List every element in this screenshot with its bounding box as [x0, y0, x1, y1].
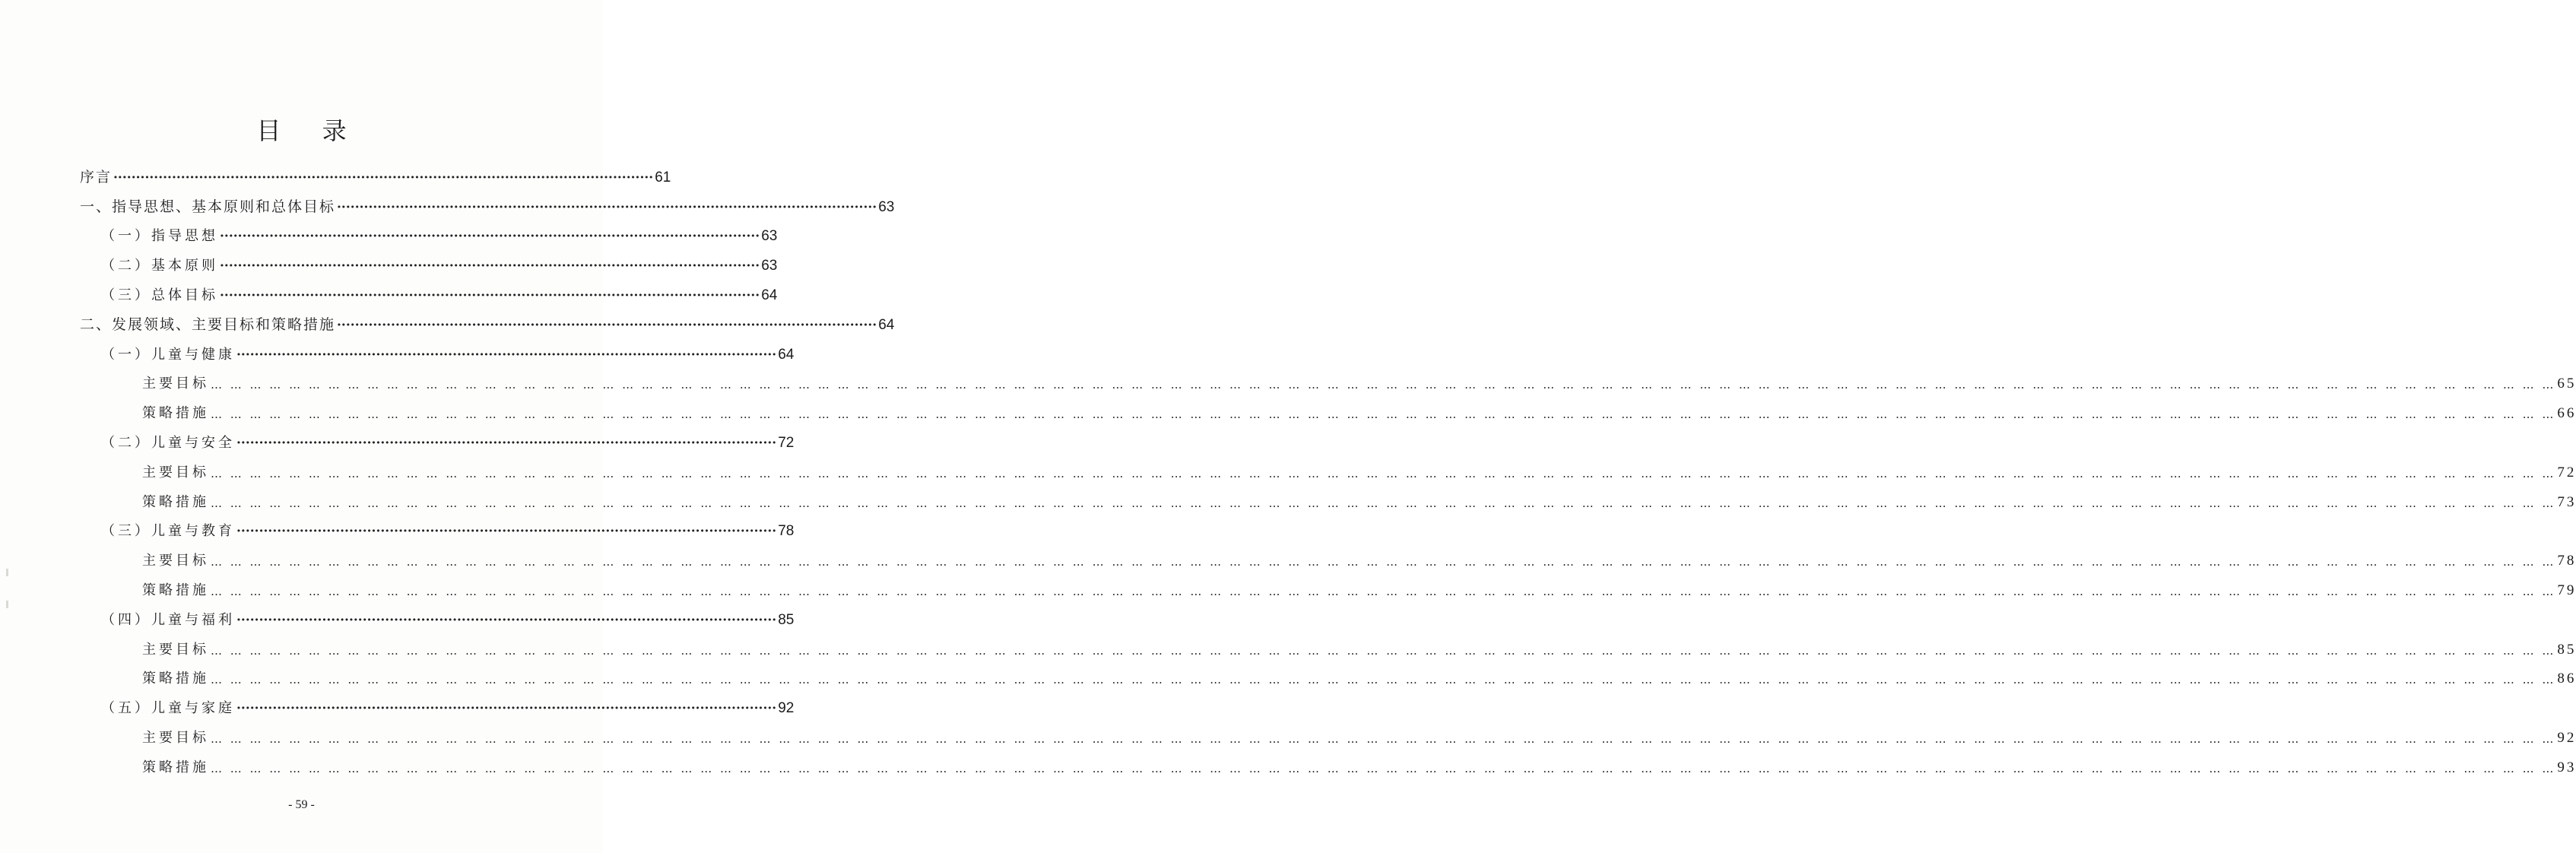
- toc-entry-label: 策略措施: [142, 671, 209, 687]
- toc-entry[interactable]: [80, 602, 795, 632]
- toc-entry-label: （二）儿童与安全: [101, 434, 235, 451]
- toc-entry-label: （三）儿童与教育: [101, 523, 235, 540]
- toc-entry-page-number: 92: [778, 700, 795, 717]
- toc-entry[interactable]: [80, 720, 2576, 750]
- toc-entry-label: 策略措施: [142, 582, 209, 598]
- toc-entry-label: 序言: [80, 168, 113, 186]
- toc-entry-page-number: 63: [761, 228, 778, 245]
- toc-entry-page-number: 64: [878, 316, 895, 333]
- toc-entry-label: （四）儿童与福利: [101, 611, 235, 628]
- toc-leader-dots: ························································································································: [236, 701, 777, 717]
- toc-entry[interactable]: [80, 425, 795, 455]
- toc-entry-page-number: 85: [778, 611, 795, 628]
- toc-entry-page-number: 65: [2557, 376, 2576, 392]
- toc-entry[interactable]: [80, 543, 2576, 572]
- toc-entry-label: 策略措施: [142, 493, 209, 510]
- toc-entry[interactable]: [80, 455, 2576, 484]
- toc-leader-dots: ························································································································: [337, 317, 877, 333]
- toc-entry-label: （一）儿童与健康: [101, 346, 235, 363]
- scan-artifact: [6, 569, 8, 576]
- toc-entry-page-number: 64: [778, 346, 795, 363]
- toc-entry-page-number: 79: [2557, 582, 2576, 598]
- toc-entry[interactable]: [80, 160, 671, 189]
- toc-leader-dots: ························································································································: [220, 287, 760, 303]
- toc-entry[interactable]: [80, 632, 2576, 661]
- page-title: 目 录: [256, 116, 363, 146]
- toc-entry-label: 一、指导思想、基本原则和总体目标: [80, 198, 336, 215]
- toc-leader-dots: ························································································································: [236, 347, 777, 363]
- toc-entry[interactable]: [80, 572, 2576, 602]
- toc-leader-dots: ························································································································: [337, 199, 877, 215]
- toc-leader-dots: ························································································································: [113, 170, 654, 186]
- toc-entry-page-number: 63: [761, 258, 778, 274]
- toc-entry-page-number: 92: [2557, 729, 2576, 746]
- toc-entry-label: （五）儿童与家庭: [101, 700, 235, 717]
- scan-artifact: [6, 601, 8, 608]
- toc-leader-dots: … … … … … … … … … … … … … … … … … … … … … … … … … … … … … … … … … … … … … … … … … … … … … … … … … … … … … … … … … … … … … … … … … … … … … … … … … … … … … … … … … … … … … … … … … … … … … … … … … … … … … … … … … … … … … … … … … … … … … … … …: [211, 555, 2556, 569]
- toc-entry-label: 主要目标: [142, 553, 209, 569]
- page-number-footer: - 59 -: [288, 798, 315, 811]
- toc-entry-label: 策略措施: [142, 405, 209, 422]
- toc-entry-label: （三）总体目标: [101, 287, 218, 303]
- toc-entry[interactable]: [80, 307, 895, 337]
- toc-entry-page-number: 85: [2557, 641, 2576, 658]
- toc-leader-dots: ························································································································: [220, 229, 760, 245]
- toc-leader-dots: … … … … … … … … … … … … … … … … … … … … … … … … … … … … … … … … … … … … … … … … … … … … … … … … … … … … … … … … … … … … … … … … … … … … … … … … … … … … … … … … … … … … … … … … … … … … … … … … … … … … … … … … … … … … … … … … … … … … … … … …: [211, 731, 2556, 746]
- toc-leader-dots: … … … … … … … … … … … … … … … … … … … … … … … … … … … … … … … … … … … … … … … … … … … … … … … … … … … … … … … … … … … … … … … … … … … … … … … … … … … … … … … … … … … … … … … … … … … … … … … … … … … … … … … … … … … … … … … … … … … … … … … …: [211, 407, 2556, 422]
- toc-entry[interactable]: [80, 514, 795, 544]
- toc-entry-page-number: 78: [2557, 553, 2576, 569]
- toc-entry[interactable]: [80, 366, 2576, 396]
- toc-entry[interactable]: [80, 750, 2576, 779]
- toc-entry[interactable]: [80, 690, 795, 720]
- toc-leader-dots: ························································································································: [220, 258, 760, 274]
- toc-leader-dots: … … … … … … … … … … … … … … … … … … … … … … … … … … … … … … … … … … … … … … … … … … … … … … … … … … … … … … … … … … … … … … … … … … … … … … … … … … … … … … … … … … … … … … … … … … … … … … … … … … … … … … … … … … … … … … … … … … … … … … … …: [211, 496, 2556, 510]
- toc-entry-label: 二、发展领域、主要目标和策略措施: [80, 316, 336, 333]
- toc-entry-page-number: 63: [878, 198, 895, 215]
- toc-entry[interactable]: [80, 484, 2576, 514]
- toc-entry-page-number: 61: [655, 169, 671, 186]
- toc-leader-dots: … … … … … … … … … … … … … … … … … … … … … … … … … … … … … … … … … … … … … … … … … … … … … … … … … … … … … … … … … … … … … … … … … … … … … … … … … … … … … … … … … … … … … … … … … … … … … … … … … … … … … … … … … … … … … … … … … … … … … … … …: [211, 761, 2556, 775]
- toc-entry-label: 策略措施: [142, 759, 209, 775]
- toc-leader-dots: … … … … … … … … … … … … … … … … … … … … … … … … … … … … … … … … … … … … … … … … … … … … … … … … … … … … … … … … … … … … … … … … … … … … … … … … … … … … … … … … … … … … … … … … … … … … … … … … … … … … … … … … … … … … … … … … … … … … … … … …: [211, 673, 2556, 687]
- toc-entry[interactable]: [80, 661, 2576, 691]
- table-of-contents: [80, 160, 2576, 779]
- toc-leader-dots: … … … … … … … … … … … … … … … … … … … … … … … … … … … … … … … … … … … … … … … … … … … … … … … … … … … … … … … … … … … … … … … … … … … … … … … … … … … … … … … … … … … … … … … … … … … … … … … … … … … … … … … … … … … … … … … … … … … … … … … …: [211, 584, 2556, 598]
- toc-leader-dots: … … … … … … … … … … … … … … … … … … … … … … … … … … … … … … … … … … … … … … … … … … … … … … … … … … … … … … … … … … … … … … … … … … … … … … … … … … … … … … … … … … … … … … … … … … … … … … … … … … … … … … … … … … … … … … … … … … … … … … … …: [211, 466, 2556, 480]
- toc-entry-label: （二）基本原则: [101, 258, 218, 274]
- toc-entry[interactable]: [80, 219, 778, 249]
- toc-entry[interactable]: [80, 277, 778, 307]
- toc-entry-page-number: 78: [778, 523, 795, 540]
- toc-leader-dots: … … … … … … … … … … … … … … … … … … … … … … … … … … … … … … … … … … … … … … … … … … … … … … … … … … … … … … … … … … … … … … … … … … … … … … … … … … … … … … … … … … … … … … … … … … … … … … … … … … … … … … … … … … … … … … … … … … … … … … … …: [211, 643, 2556, 658]
- toc-entry[interactable]: [80, 189, 895, 219]
- toc-entry[interactable]: [80, 337, 795, 366]
- toc-leader-dots: … … … … … … … … … … … … … … … … … … … … … … … … … … … … … … … … … … … … … … … … … … … … … … … … … … … … … … … … … … … … … … … … … … … … … … … … … … … … … … … … … … … … … … … … … … … … … … … … … … … … … … … … … … … … … … … … … … … … … … … …: [211, 378, 2556, 392]
- toc-entry-page-number: 66: [2557, 405, 2576, 422]
- toc-entry-page-number: 72: [778, 434, 795, 451]
- toc-leader-dots: ························································································································: [236, 435, 777, 451]
- toc-entry-page-number: 73: [2557, 493, 2576, 510]
- toc-entry[interactable]: [80, 395, 2576, 425]
- toc-entry-label: 主要目标: [142, 729, 209, 746]
- toc-entry-page-number: 93: [2557, 759, 2576, 775]
- toc-entry-label: 主要目标: [142, 641, 209, 658]
- toc-entry-page-number: 72: [2557, 464, 2576, 480]
- toc-entry-label: 主要目标: [142, 464, 209, 480]
- toc-entry-page-number: 86: [2557, 671, 2576, 687]
- toc-entry[interactable]: [80, 248, 778, 277]
- toc-leader-dots: ························································································································: [236, 612, 777, 628]
- toc-leader-dots: ························································································································: [236, 524, 777, 540]
- toc-entry-page-number: 64: [761, 287, 778, 303]
- toc-entry-label: （一）指导思想: [101, 228, 218, 245]
- toc-entry-label: 主要目标: [142, 376, 209, 392]
